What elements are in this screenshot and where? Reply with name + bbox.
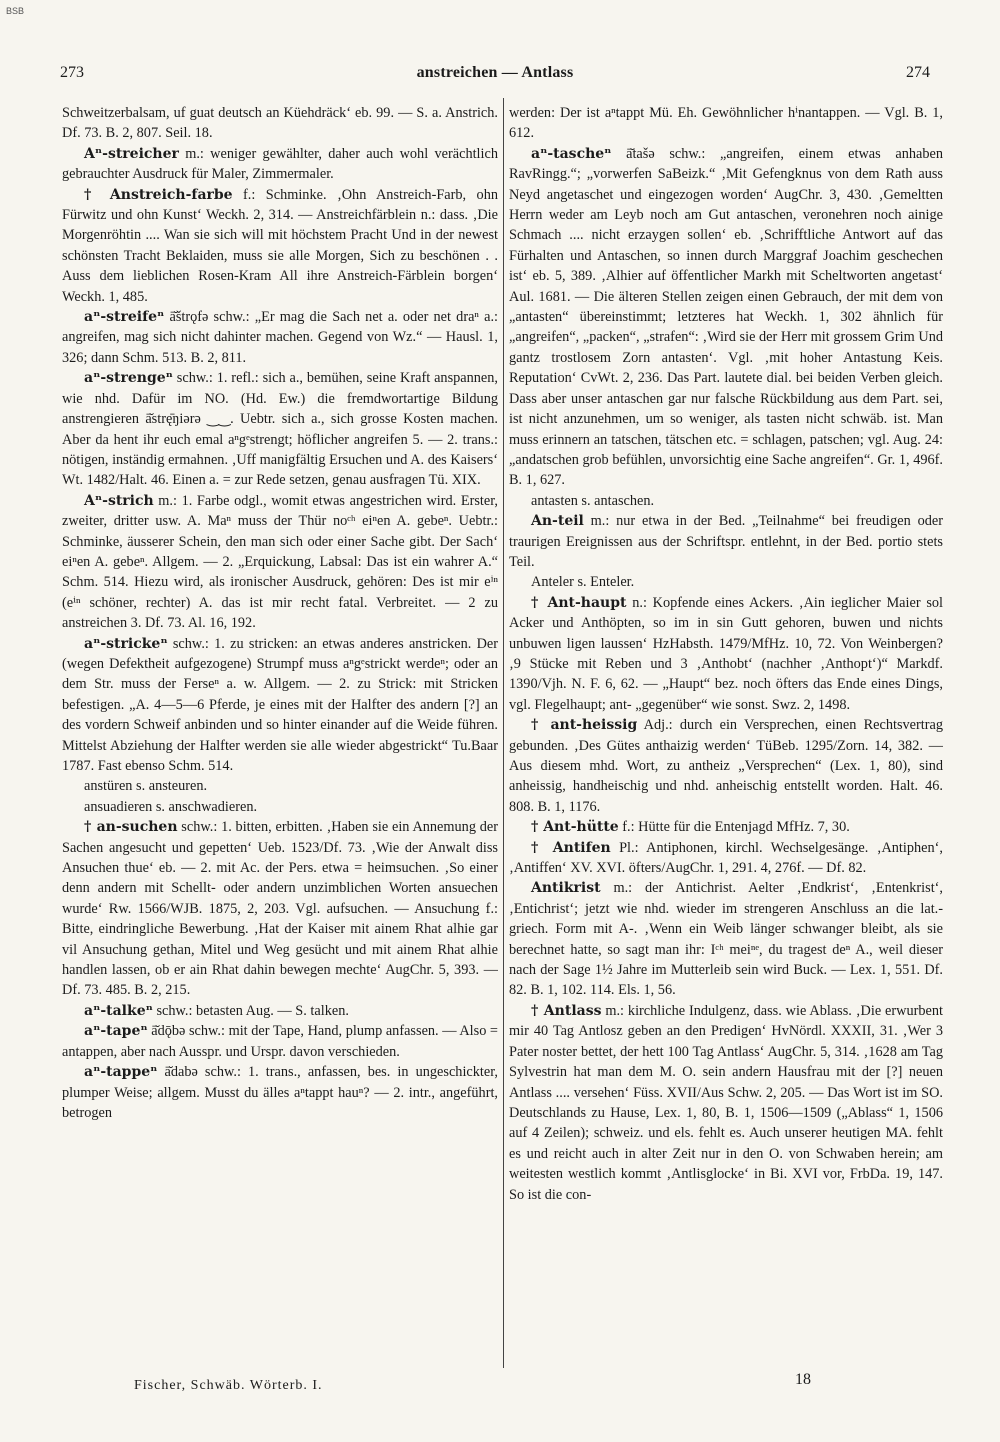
column-divider [503,98,504,1368]
cross-reference [509,491,943,511]
entry-lemma: † an-suchen [84,819,178,836]
entry-lemma: aⁿ-tascheⁿ [531,145,612,162]
entry-text: m.: kirchliche Indulgenz, dass. wie Ablass. ‚Die erwurbent mir 40 Tag Antlosz geben an den Predigen‘ HvNördl. XXXII, 31. ‚Wer 3 Pater noster bettet, der hett 100 Tag Antlass‘ AugChr. 5, 314. ‚1628 am Tag Sylvestrin hat man dem M. O. sein andern Hausfrau mit der [?] neuen Antlass .... versehen‘ Füss. XVII/Aus Schw. 2, 205. — Das Wort ist im SO. Deutschlands zu Hause, Lex. 1, 80, B. 1, 1506—1509 („Ablass“ 1, 1506 auf 4 Zeilen); schweiz. und els. fehlt es. Auch unserer heutigen MA. fehlt es und reicht auch in alter Zeit nur in den O. von Schwaben herein; am weitesten westlich kommt ‚Antlisglocke‘ in Bi. XVI vor, FrbDa. 19, 147. So ist die con- [509,1002,943,1203]
page-number-right: 274 [906,64,930,81]
entry-text: Schweitzerbalsam, uf guat deutsch an Küehdräck‘ eb. 99. — S. a. Anstrich. Df. 73. B. 2, 807. Seil. 18. [62,105,498,142]
entry-text: antasten s. antaschen. [531,492,655,509]
entry-text: schw.: betasten Aug. — S. talken. [152,1002,349,1019]
dictionary-entry [509,878,943,1000]
dictionary-entry [509,593,943,715]
entry-text: ā̆štrǫfə schw.: „Er mag die Sach net a. oder net draⁿ a.: angreifen, mag sich nicht dahinter machen. Gegend von Wz.“ — Hausl. 1, 326; dann Schm. 513. B. 2, 811. [62,309,498,366]
dictionary-entry [62,491,498,634]
entry-text: m.: weniger gewählter, daher auch wohl verächtlich gebrauchter Ausdruck für Maler, Zimmermaler. [62,145,498,183]
entry-lemma: Antikrist [531,880,601,897]
entry-lemma: † Ant-hütte [531,819,619,836]
entry-lemma: † Antlass [531,1002,602,1019]
entry-lemma: aⁿ-strengeⁿ [84,370,173,387]
dictionary-entry [62,368,498,490]
entry-lemma: † ant-heissig [531,717,638,734]
entry-lemma: aⁿ-tapeⁿ [84,1023,148,1040]
dictionary-entry [62,817,498,1001]
dictionary-entry [509,817,943,837]
dictionary-entry [62,307,498,368]
cross-reference [62,797,498,817]
entry-lemma: † Anstreich-farbe [84,186,233,203]
signature-line: Fischer, Schwäb. Wörterb. I. [134,1378,323,1393]
page-number-left: 273 [60,64,84,81]
entry-text: n.: Kopfende eines Ackers. ‚Ain ieglicher Maier sol Acker und Anthöpten, so im in sin Gutt gehoren, buwen und nichts unbuwen ligen laussen‘ HzHabsth. 1479/MfHz. 10, 72. Von Weinbergen? ‚9 Stücke mit Reben und 3 ‚Anthobt‘ (nachher ‚Anthopt‘)“ Markdf. 1390/Vjh. N. F. 6, 62. — „Haupt“ bez. noch öfters das Ende eines Dings, vgl. Flegelhaupt; ant- „gegenüber“ wie sonst. Swz. 2, 1498. [509,594,943,713]
dictionary-entry [509,144,943,491]
entry-text: m.: nur etwa in der Bed. „Teilnahme“ bei freudigen oder traurigen Ereignissen aus der Schriftspr. entlehnt, in der Bed. portio stets Teil. [509,513,943,570]
dictionary-entry [62,1021,498,1062]
entry-lemma: Aⁿ-streicher [84,145,179,162]
entry-text: Pl.: Antiphonen, kirchl. Wechselgesänge. ‚Antiphen‘, ‚Antiffen‘ XV. XVI. öfters/AugChr. 1, 291. 4, 276f. — Df. 82. [509,839,943,877]
library-watermark: BSB [6,6,25,16]
entry-lemma: aⁿ-talkeⁿ [84,1002,153,1019]
dictionary-entry [509,838,943,879]
continued-text [62,103,498,144]
entry-text: ā̆dabə schw.: 1. trans., anfassen, bes. in ungeschickter, plumper Weise; allgem. Musst du älles aⁿtappt hauⁿ? — 2. intr., angeführt, betrogen [62,1064,498,1121]
dictionary-entry [62,1062,498,1123]
entry-text: ā̆dǭbə schw.: mit der Tape, Hand, plump anfassen. — Also = antappen, aber nach Ausspr. und Urspr. davon verschieden. [62,1023,498,1060]
entry-text: schw.: 1. zu stricken: an etwas anderes anstricken. Der (wegen Defektheit aufgezogene) Strumpf muss aⁿgᵉstrickt werdeⁿ; oder an dem Str. muss der Ferseⁿ a. w. Allgem. — 2. zu Strick: mit Stricken befestigen. „A. 4—5—6 Pferde, je eines mit der Halfter des andern [?] an des vordern Schweif anbinden und so hinter einander auf die Weide führen. Mittelst Abziehung der Halfter werden sie alle wieder abgestrickt“ Tu.Baar 1787. Fast ebenso Schm. 514. [62,635,498,774]
dictionary-entry [62,185,498,307]
dictionary-entry [62,144,498,185]
entry-lemma: aⁿ-streifeⁿ [84,309,165,326]
dictionary-entry [62,634,498,777]
right-column [509,103,943,1365]
entry-text: Adj.: durch ein Versprechen, einen Rechtsvertrag gebunden. ‚Des Gütes anthaizig werden‘ TüBeb. 1295/Zorn. 14, 382. — Aus diesem mhd. Wort, zu antheiz „Versprechen“ (Lex. 1, 80), sind anheissig, handheischig und nhd. anheischig entstellt worden. Halt. 46. 808. B. 1, 1176. [509,717,943,815]
dictionary-entry [509,511,943,572]
entry-text: f.: Schminke. ‚Ohn Anstreich-Farb, ohn Fürwitz und ohn Kunst‘ Weckh. 2, 314. — Anstreichfärblein n.: dass. ‚Die Morgenröhtin .... Wan sie sich will mit höchstem Pracht Und in der newest schönsten Tracht Beklaiden, muss sie alle Morgen, Sich zu beschönen . . Auss dem lieblichen Rosen-Kram All ihre Anstreich-Färblein borgen‘ Weckh. 1, 485. [62,186,498,305]
entry-text: ansuadieren s. anschwadieren. [84,798,258,815]
dictionary-entry [62,1001,498,1021]
running-title: anstreichen — Antlass [416,64,574,81]
entry-text: m.: 1. Farbe odgl., womit etwas angestrichen wird. Erster, zweiter, dritter usw. A. Maⁿ muss der Thür noᶜʰ eiⁿen A. gebeⁿ. Uebtr.: Schminke, äusserer Schein, den man sich oder einer Sache gibt. Der Sach‘ eiⁿen A. gebeⁿ. Allgem. — 2. „Erquickung, Labsal: Das ist ein wahrer A.“ Schm. 514. Hiezu wird, als ironischer Ausdruck, gehören: Des ist mir eⁱⁿ (eⁱⁿ schöner, rechter) A. das ist mir recht fatal. Verbreitet. — 2 zu anstreichen 3. Df. 73. Al. 16, 192. [62,492,498,632]
entry-text: m.: der Antichrist. Aelter ‚Endkrist‘, ‚Entenkrist‘, ‚Entichrist‘; jetzt wie nhd. wieder im strengeren Anschluss an die lat.-griech. Form mit A-. ‚Wenn ein Weib länger schwanger bleibt, als sie berechnet hatte, so sagt man ihr: Iᶜʰ meiⁿᵉ, du tragest deⁿ A., weil dieser nach der Sage 1½ Jahre im Mutterleib sein wird Buck. — Lex. 1, 551. Df. 82. B. 1, 102. 114. Els. 1, 56. [509,880,943,999]
page-header [60,64,930,88]
entry-lemma: † Antifen [531,839,611,856]
left-column [62,103,498,1365]
entry-text: Anteler s. Enteler. [531,574,635,591]
dictionary-entry [509,715,943,817]
entry-text: anstüren s. ansteuren. [84,778,208,795]
continued-text [509,103,943,144]
entry-text: schw.: 1. bitten, erbitten. ‚Haben sie ein Annemung der Sachen angesucht und gepetten‘ Ueb. 1523/Df. 73. ‚Wie der Anwalt diss Ansuchen thue‘ eb. — 2. mit Ac. der Pers. etwa = heimsuchen. ‚So einer denn andern mit Schellt- oder andern unzimblichen Worten ansuechen wurde‘ Rw. 1566/WJB. 1875, 2, 203. Vgl. aufsuchen. — Ansuchung f.: Bitte, eindringliche Bewerbung. ‚Hat der Kaiser mit ainem Rhat alhie gar vil Ansuchung gethan, Mitel und Weg gesücht und mit ainem Rhat alhie handlen lassen, ob er ain Rhat dahin bewegen mechte‘ AugChr. 5, 393. — Df. 73. 485. B. 2, 215. [62,819,498,999]
entry-lemma: aⁿ-strickeⁿ [84,635,168,652]
sheet-number: 18 [795,1371,811,1388]
entry-text: werden: Der ist aⁿtappt Mü. Eh. Gewöhnlicher hⁱnantappen. — Vgl. B. 1, 612. [509,105,943,142]
cross-reference [509,572,943,592]
cross-reference [62,776,498,796]
dictionary-entry [509,1001,943,1205]
entry-text: ā̆tašə schw.: „angreifen, einem etwas anhaben RavRingg.“; „vorwerfen SaBeizk.“ ‚Mit Gefengknus von dem Rath auss Neyd angetaschet und eingezogen worden‘ AugChr. 3, 430. ‚Gemeltten Herrn weder am Leyb noch am Gut antaschen, veronehren noch ainige Schmach .... nicht erzaygen sollen‘ eb. ‚Schrifftliche Antwort auf das Fürhalten und Antaschen, so innen durch Marggraf Joachim geschechen ist‘ eb. 5, 389. ‚Alhier auf öffentlicher Markh mit Scheltworten angetast‘ Aul. 1681. — Die älteren Stellen zeigen einen Gebrauch, der mit dem von „antasten“ übereinstimmt; letzteres hat Weckh. 1, 302 ähnlich für „angreifen“, „packen“, „strafen“: ‚Wird sie der Herr mit grossem Grim Und gantz trostlosem Zorn antasten‘. Vgl. ‚mit hoher Antastung Keis. Reputation‘ CvWt. 2, 236. Das Part. lautete dial. bei beiden Verben gleich. Dass aber unser antaschen gar nur falsche Rückbildung aus dem Part. sei, ist nicht anzunehmen, um so weniger, als tasten nicht schwäb. ist. Man muss erinnern an tatschen, tätschen etc. = schlagen, patschen; vgl. Aug. 24: „andatschen grob befühlen, unvorsichtig eine Sache angreifen“. Gr. 1, 496f. B. 1, 627. [509,145,943,489]
entry-lemma: Aⁿ-strich [84,492,154,509]
entry-lemma: † Ant-haupt [531,594,627,611]
entry-text: schw.: 1. refl.: sich a., bemühen, seine Kraft anspannen, wie nhd. Dafür im NO. (Hd. Ew.) die fremdwortartige Bildung anstrengieren ā̆strę̄ŋiərə ‿‿. Uebtr. sich a., sich grosse Kosten machen. Aber da hent ihr euch emal aⁿgᵉstrengt; höflicher angreifen 5. — 2. trans.: nötigen, inständig ermahnen. ‚Uff manigfältig Ersuchen und A. des Kaisers‘ Wt. 1482/Halt. 46. Einen a. = zur Rede setzen, genau ausfragen Tü. XIX. [62,370,498,489]
entry-lemma: aⁿ-tappeⁿ [84,1064,158,1081]
entry-text: f.: Hütte für die Entenjagd MfHz. 7, 30. [618,819,850,836]
entry-lemma: An-teil [531,513,584,530]
